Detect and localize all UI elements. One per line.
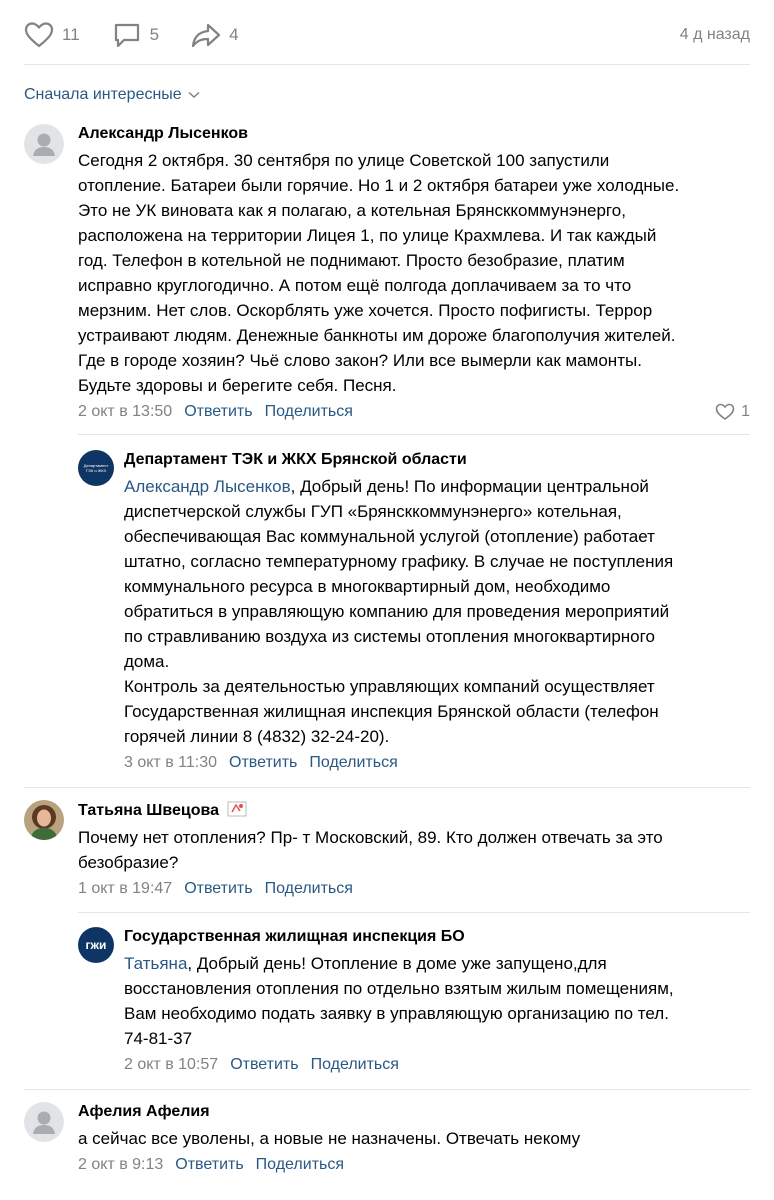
post-age[interactable]: 4 д назад xyxy=(679,26,750,43)
comment-date[interactable]: 3 окт в 11:30 xyxy=(124,754,217,771)
reply-link[interactable]: Ответить xyxy=(184,880,253,897)
comment-meta xyxy=(78,879,750,899)
share-link[interactable]: Поделиться xyxy=(309,754,398,771)
comment-text: Александр Лысенков, Добрый день! По информации центральной диспетчерской службы ГУП «Брянсккоммунэнерго» котельная, обеспечивающая Вас коммунальной услугой (отопление) работает штатно, согласно температурному графику. В случае не поступления коммунального ресурса в многоквартирный дом, необходимо обратиться в управляющую компанию для проведения мероприятий по стравливанию воздуха из системы отопления многоквартирного дома. Контроль за деятельностью управляющих компаний осуществляет Государственная жилищная инспекция Брянской области (телефон горячей линии 8 (4832) 32-24-20). xyxy=(124,477,674,746)
comment-icon xyxy=(112,21,142,49)
share-icon xyxy=(191,21,221,49)
divider xyxy=(24,787,750,788)
share-link[interactable]: Поделиться xyxy=(310,1056,399,1073)
share-button[interactable] xyxy=(191,21,238,49)
comment-author[interactable]: Афелия Афелия xyxy=(78,1103,210,1120)
avatar[interactable] xyxy=(78,927,114,963)
comment-date[interactable]: 1 окт в 19:47 xyxy=(78,880,173,897)
divider xyxy=(24,64,750,65)
comment-author[interactable]: Александр Лысенков xyxy=(78,125,248,142)
reply-link[interactable]: Ответить xyxy=(230,1056,299,1073)
comment-like-button[interactable] xyxy=(715,402,750,422)
comment-like-count: 1 xyxy=(741,403,750,420)
avatar[interactable] xyxy=(24,124,64,164)
share-link[interactable]: Поделиться xyxy=(255,1156,345,1173)
divider xyxy=(78,434,750,435)
default-user-icon xyxy=(24,1102,64,1142)
reply-link[interactable]: Ответить xyxy=(229,754,298,771)
avatar-text: Департамент ТЭК и ЖКХ xyxy=(83,463,109,473)
share-link[interactable]: Поделиться xyxy=(264,880,353,897)
comment-count: 5 xyxy=(149,25,160,44)
avatar[interactable] xyxy=(24,800,64,840)
post-actions-bar xyxy=(24,18,750,52)
comment-date[interactable]: 2 окт в 13:50 xyxy=(78,403,173,420)
avatar[interactable] xyxy=(24,1102,64,1142)
reply-link[interactable]: Ответить xyxy=(175,1156,244,1173)
comment-meta xyxy=(124,1055,750,1075)
comment-button[interactable] xyxy=(112,21,159,49)
heart-icon xyxy=(24,21,54,49)
comment-author[interactable]: Татьяна Швецова xyxy=(78,800,750,821)
mention-link[interactable]: Александр Лысенков xyxy=(124,477,291,496)
share-link[interactable]: Поделиться xyxy=(264,403,353,420)
sort-selector[interactable] xyxy=(24,86,200,104)
avatar-text: гжи xyxy=(85,938,107,952)
chevron-down-icon xyxy=(188,91,200,99)
avatar[interactable] xyxy=(78,450,114,486)
heart-icon xyxy=(715,403,735,421)
default-user-icon xyxy=(24,124,64,164)
share-count: 4 xyxy=(229,25,239,44)
comment-date[interactable]: 2 окт в 10:57 xyxy=(124,1056,219,1073)
comment-text: а сейчас все уволены, а новые не назначены. Отвечать некому xyxy=(78,1129,581,1148)
comment-date[interactable]: 2 окт в 9:13 xyxy=(78,1156,164,1173)
comment-text: Почему нет отопления? Пр- т Московский, 89. Кто должен отвечать за это безобразие? xyxy=(78,828,663,872)
comment-meta xyxy=(124,753,750,773)
comment-author[interactable]: Государственная жилищная инспекция БО xyxy=(124,928,465,945)
comment-author[interactable]: Департамент ТЭК и ЖКХ Брянской области xyxy=(124,451,467,468)
comment-meta xyxy=(78,1155,750,1175)
comment-meta xyxy=(78,402,750,422)
badge-icon xyxy=(226,800,248,818)
sort-label: Сначала интересные xyxy=(24,86,182,103)
divider xyxy=(24,1089,750,1090)
mention-link[interactable]: Татьяна xyxy=(124,954,188,973)
comment-text: Сегодня 2 октября. 30 сентября по улице Советской 100 запустили отопление. Батареи были горячие. Но 1 и 2 октября батареи уже холодные. Это не УК виновата как я полагаю, а котельная Брянсккоммунэнерго, расположена на территории Лицея 1, по улице Крахмлева. И так каждый год. Телефон в котельной не поднимают. Просто безобразие, платим исправно круглогодично. А потом ещё полгода доплачиваем за то что мерзним. Нет слов. Оскорблять уже хочется. Просто пофигисты. Террор устраивают людям. Денежные банкноты им дороже благополучия жителей. Где в городе хозяин? Чьё слово закон? Или все вымерли как мамонты. Будьте здоровы и берегите себя. Песня. xyxy=(78,151,680,395)
divider xyxy=(78,912,750,913)
user-photo-icon xyxy=(24,800,64,840)
like-count: 11 xyxy=(62,25,80,44)
like-button[interactable] xyxy=(24,21,80,49)
comment-text: Татьяна, Добрый день! Отопление в доме уже запущено,для восстановления отопления по отдельно взятым жилым помещениям, Вам необходимо подать заявку в управляющую организацию по тел. 74-81-37 xyxy=(124,954,674,1048)
reply-link[interactable]: Ответить xyxy=(184,403,253,420)
